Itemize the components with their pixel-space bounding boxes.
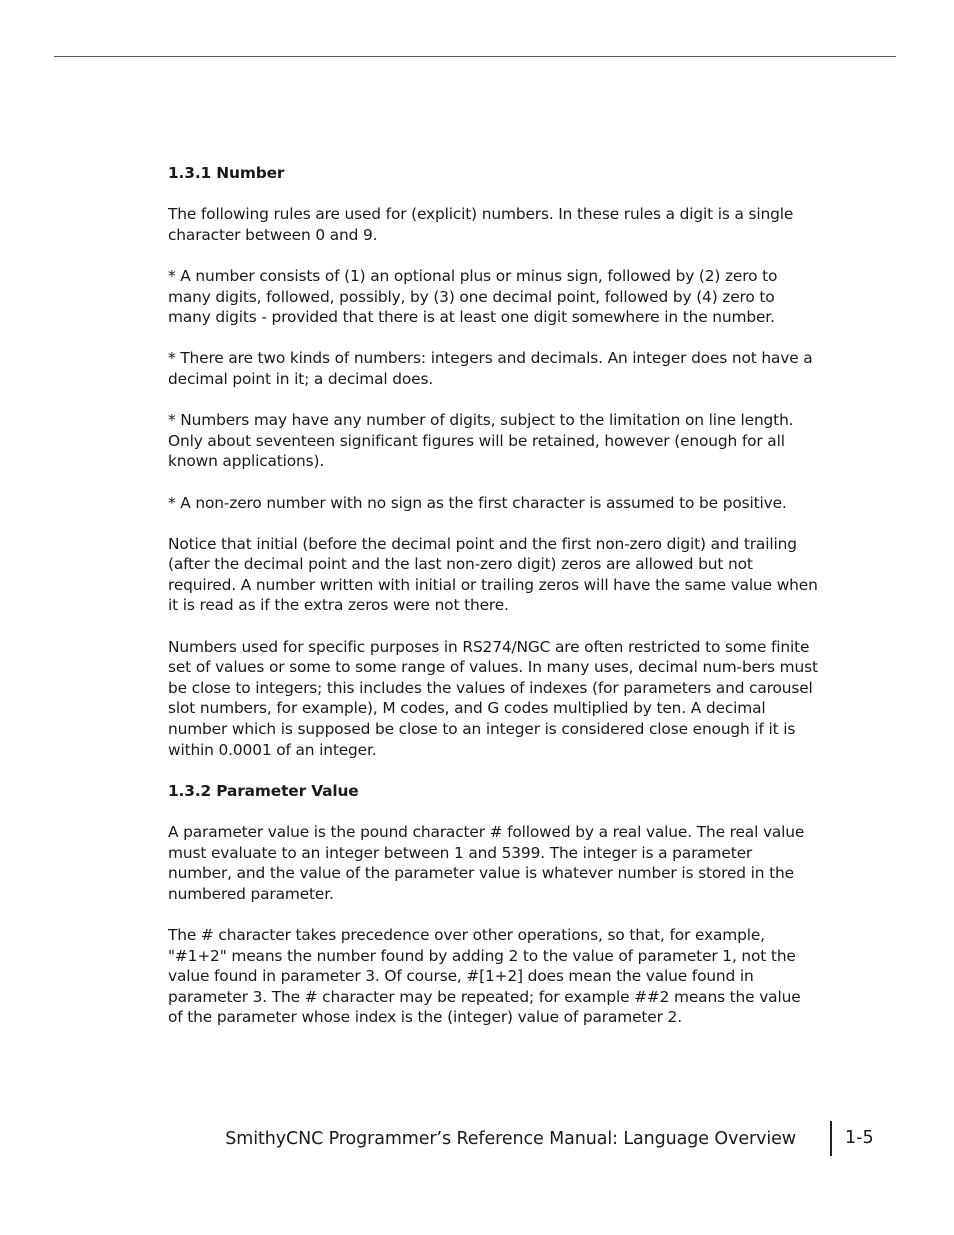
page-number: 1-5 [845,1128,874,1148]
paragraph: Notice that initial (before the decimal point and the first non-zero digit) and trailing (after the decimal point and the last non-zero digit) zeros are allowed but not required. A number written with initial or trailing zeros will have the same value when it is read as if the extra zeros were not there. [168,534,818,615]
section-heading-parameter-value: 1.3.2 Parameter Value [168,781,359,800]
footer-title: SmithyCNC Programmer’s Reference Manual: Language Overview [225,1129,796,1149]
section-heading-number: 1.3.1 Number [168,164,285,182]
page-body [168,163,818,1049]
paragraph: * A non-zero number with no sign as the first character is assumed to be positive. [168,493,787,512]
paragraph: The following rules are used for (explicit) numbers. In these rules a digit is a single character between 0 and 9. [168,205,794,244]
paragraph: Numbers used for specific purposes in RS274/NGC are often restricted to some finite set of values or some to some range of values. In many uses, decimal num-bers must be close to integers; this includes the values of indexes (for parameters and carousel slot numbers, for example), M codes, and G codes multiplied by ten. A decimal number which is supposed be close to an integer is considered close enough if it is within 0.0001 of an integer. [168,637,818,759]
paragraph: * Numbers may have any number of digits, subject to the limitation on line length. Only about seventeen significant figures will be retained, however (enough for all known applications). [168,411,794,471]
footer-divider [830,1121,832,1156]
paragraph: * A number consists of (1) an optional plus or minus sign, followed by (2) zero to many digits, followed, possibly, by (3) one decimal point, followed by (4) zero to many digits - provided that there is at least one digit somewhere in the number. [168,266,778,327]
paragraph: * There are two kinds of numbers: integers and decimals. An integer does not have a decimal point in it; a decimal does. [168,349,813,388]
paragraph: A parameter value is the pound character # followed by a real value. The real value must evaluate to an integer between 1 and 5399. The integer is a parameter number, and the value of the parameter value is whatever number is stored in the numbered parameter. [168,823,805,903]
header-rule [54,56,896,57]
paragraph: The # character takes precedence over other operations, so that, for example, "#1+2" means the number found by adding 2 to the value of parameter 1, not the value found in parameter 3. Of course, #[1+2] does mean the value found in parameter 3. The # character may be repeated; for example ##2 means the value of the parameter whose index is the (integer) value of parameter 2. [168,925,801,1027]
